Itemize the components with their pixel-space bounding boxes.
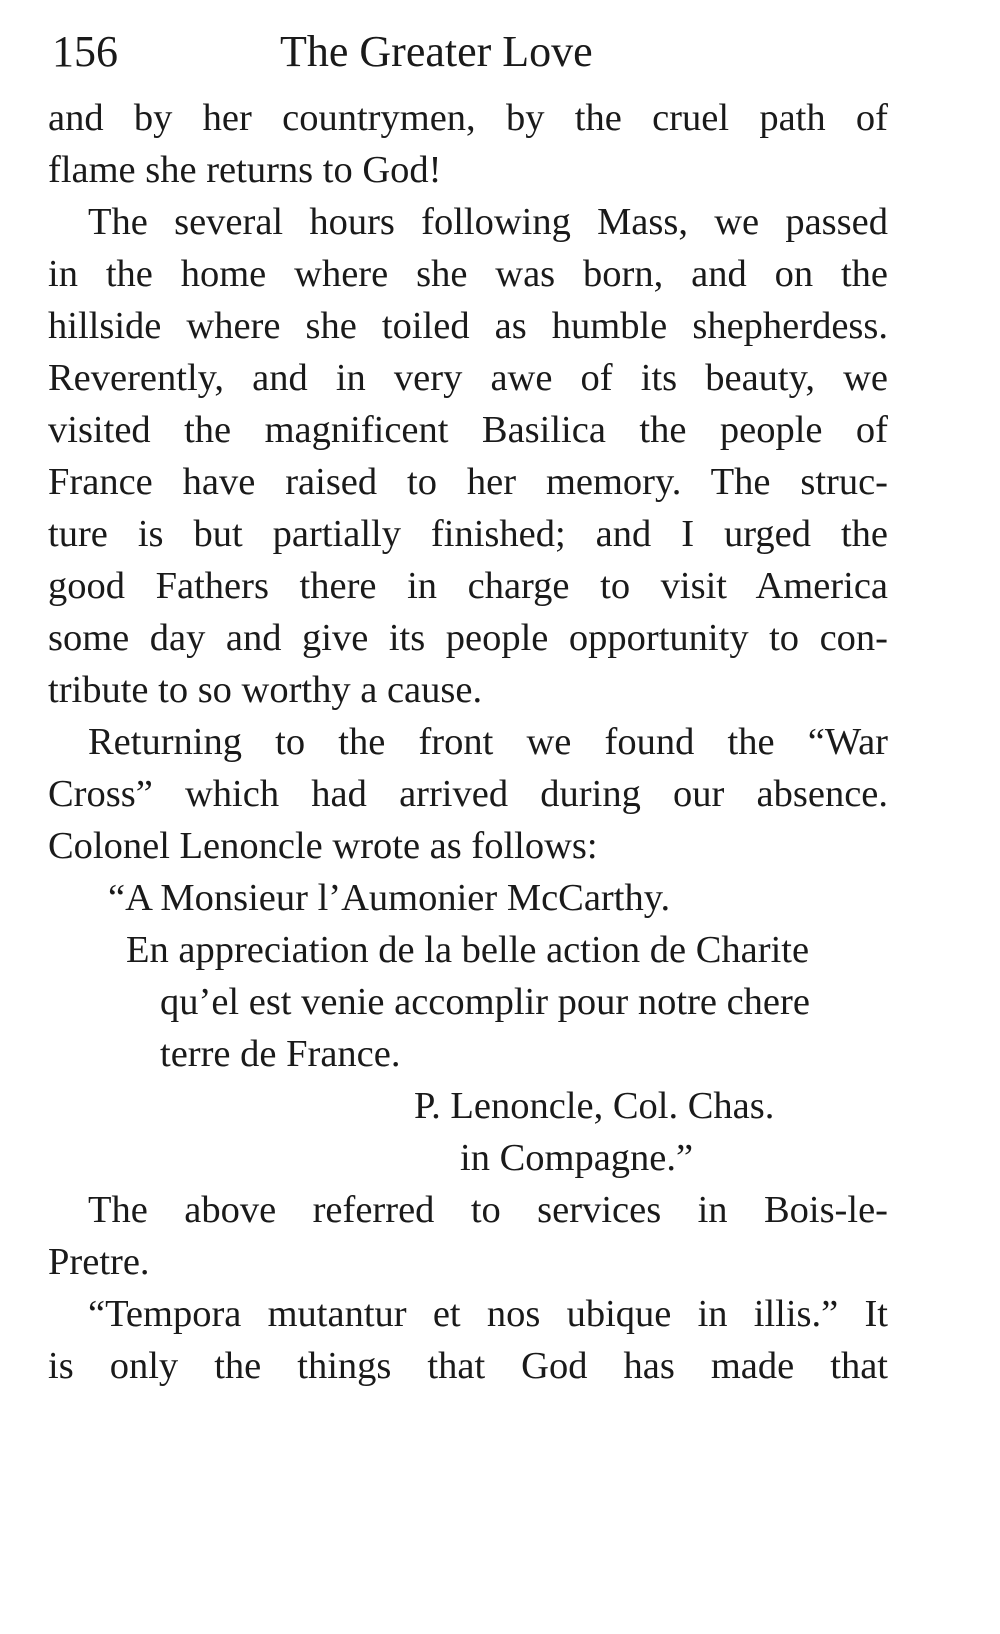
text-line: tribute to so worthy a cause. [48,669,483,711]
text-line: flame she returns to God! [48,149,442,191]
paragraph-5 [48,1184,888,1288]
body-text [48,92,888,1392]
letter-body-line: terre de France. [160,1033,401,1075]
quoted-letter [48,872,888,1184]
letter-body-line: qu’el est venie accomplir pour notre chere [160,981,810,1023]
text-line: some day and give its people opportunity to con- [48,617,888,659]
letter-signature: P. Lenoncle, Col. Chas. [414,1085,775,1127]
text-line: The above referred to services in Bois-le- [88,1189,888,1231]
text-line: good Fathers there in charge to visit America [48,565,888,607]
text-line: Returning to the front we found the “War [88,721,888,763]
book-page [48,22,888,1392]
text-line: Reverently, and in very awe of its beauty, we [48,357,888,399]
paragraph-3 [48,716,888,872]
text-line: is only the things that God has made that [48,1345,888,1387]
letter-signature: in Compagne.” [460,1137,694,1179]
page-number: 156 [52,27,118,76]
text-line: and by her countrymen, by the cruel path of [48,97,888,139]
text-line: in the home where she was born, and on the [48,253,888,295]
text-line: “Tempora mutantur et nos ubique in illis.” It [88,1293,888,1335]
text-line: visited the magnificent Basilica the people of [48,409,888,451]
paragraph-2 [48,196,888,716]
letter-salutation: “A Monsieur l’Aumonier McCarthy. [108,877,671,919]
letter-body-line: En appreciation de la belle action de Charite [126,929,810,971]
text-line: The several hours following Mass, we passed [88,201,888,243]
text-line: Colonel Lenoncle wrote as follows: [48,825,598,867]
text-line: hillside where she toiled as humble shepherdess. [48,305,888,347]
running-title: The Greater Love [280,27,593,76]
text-line: France have raised to her memory. The struc- [48,461,888,503]
text-line: Pretre. [48,1241,150,1283]
text-line: Cross” which had arrived during our absence. [48,773,888,815]
page-header [48,22,888,92]
text-line: ture is but partially finished; and I urged the [48,513,888,555]
paragraph-6 [48,1288,888,1392]
paragraph-1 [48,92,888,196]
